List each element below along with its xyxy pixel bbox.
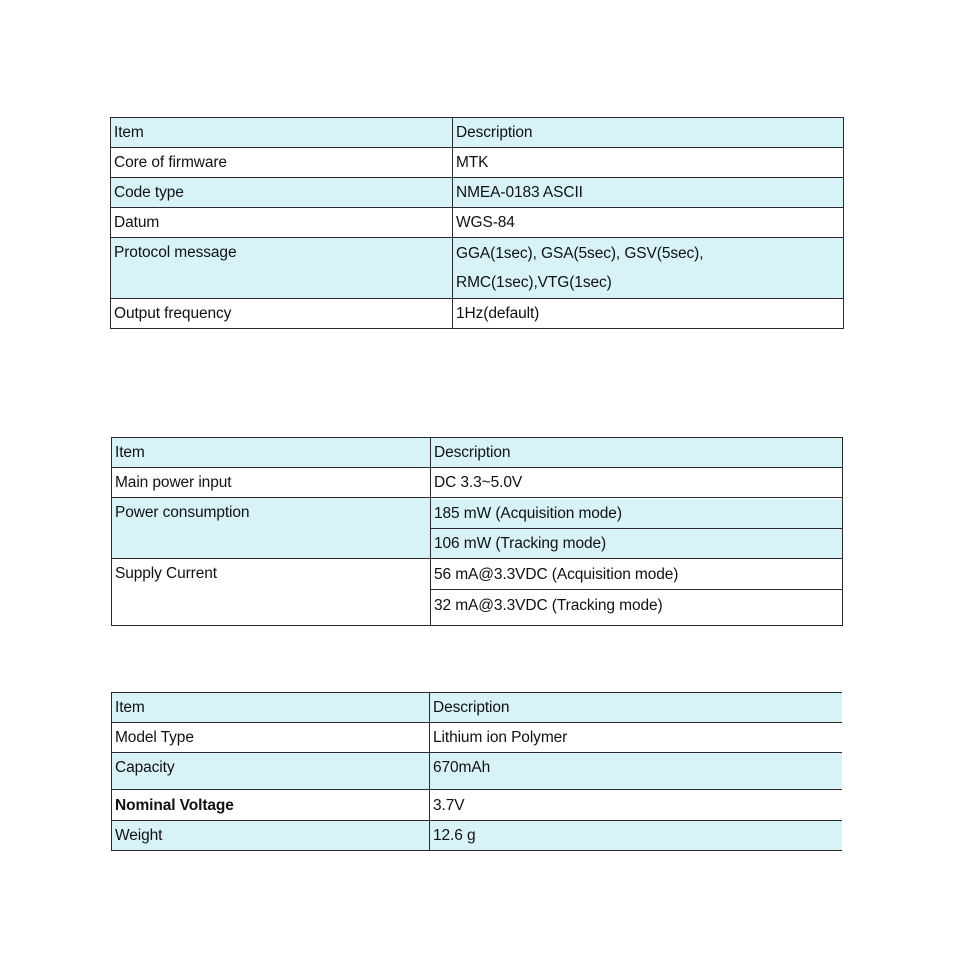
- table-row: [111, 299, 844, 329]
- table-row: [112, 468, 843, 498]
- row-item: Output frequency: [111, 299, 453, 329]
- row-description: DC 3.3~5.0V: [431, 468, 843, 498]
- table-row: [111, 238, 844, 299]
- value-line: 106 mW (Tracking mode): [431, 529, 842, 558]
- power-spec-table: [111, 437, 843, 626]
- row-item: Model Type: [112, 723, 430, 753]
- table-header-row: [112, 693, 842, 723]
- row-item: Supply Current: [112, 559, 431, 626]
- battery-spec-table: [111, 692, 842, 851]
- table-row: [111, 178, 844, 208]
- row-item: Core of firmware: [111, 148, 453, 178]
- row-item: Protocol message: [111, 238, 453, 299]
- header-description: Description: [431, 438, 843, 468]
- table-row: [112, 559, 843, 626]
- table-header-row: [111, 118, 844, 148]
- value-line: 32 mA@3.3VDC (Tracking mode): [434, 596, 663, 614]
- value-line: 56 mA@3.3VDC (Acquisition mode): [431, 560, 842, 590]
- row-item: Datum: [111, 208, 453, 238]
- header-item: Item: [111, 118, 453, 148]
- row-item: Main power input: [112, 468, 431, 498]
- table-row: [112, 723, 842, 753]
- row-description: WGS-84: [453, 208, 844, 238]
- row-description: 670mAh: [430, 753, 842, 790]
- row-description: Lithium ion Polymer: [430, 723, 842, 753]
- row-description: [453, 238, 844, 299]
- table-row: [111, 208, 844, 238]
- row-item: Weight: [112, 821, 430, 851]
- row-description: [431, 559, 843, 626]
- table-row: [112, 790, 842, 821]
- row-item: Code type: [111, 178, 453, 208]
- row-item: Nominal Voltage: [112, 790, 430, 821]
- row-description: NMEA-0183 ASCII: [453, 178, 844, 208]
- firmware-spec-table: [110, 117, 844, 329]
- header-item: Item: [112, 438, 431, 468]
- row-description: [431, 498, 843, 559]
- table-row: [112, 498, 843, 559]
- table-row: [112, 821, 842, 851]
- row-description: 1Hz(default): [453, 299, 844, 329]
- header-description: Description: [430, 693, 842, 723]
- row-description: 3.7V: [430, 790, 842, 821]
- header-description: Description: [453, 118, 844, 148]
- table-header-row: [112, 438, 843, 468]
- row-description: MTK: [453, 148, 844, 178]
- description-line: RMC(1sec),VTG(1sec): [456, 274, 612, 291]
- table-row: [112, 753, 842, 790]
- value-line: 185 mW (Acquisition mode): [431, 499, 842, 529]
- row-item: Power consumption: [112, 498, 431, 559]
- row-description: 12.6 g: [430, 821, 842, 851]
- table-row: [111, 148, 844, 178]
- row-item: Capacity: [112, 753, 430, 790]
- header-item: Item: [112, 693, 430, 723]
- description-line: GGA(1sec), GSA(5sec), GSV(5sec),: [456, 245, 704, 262]
